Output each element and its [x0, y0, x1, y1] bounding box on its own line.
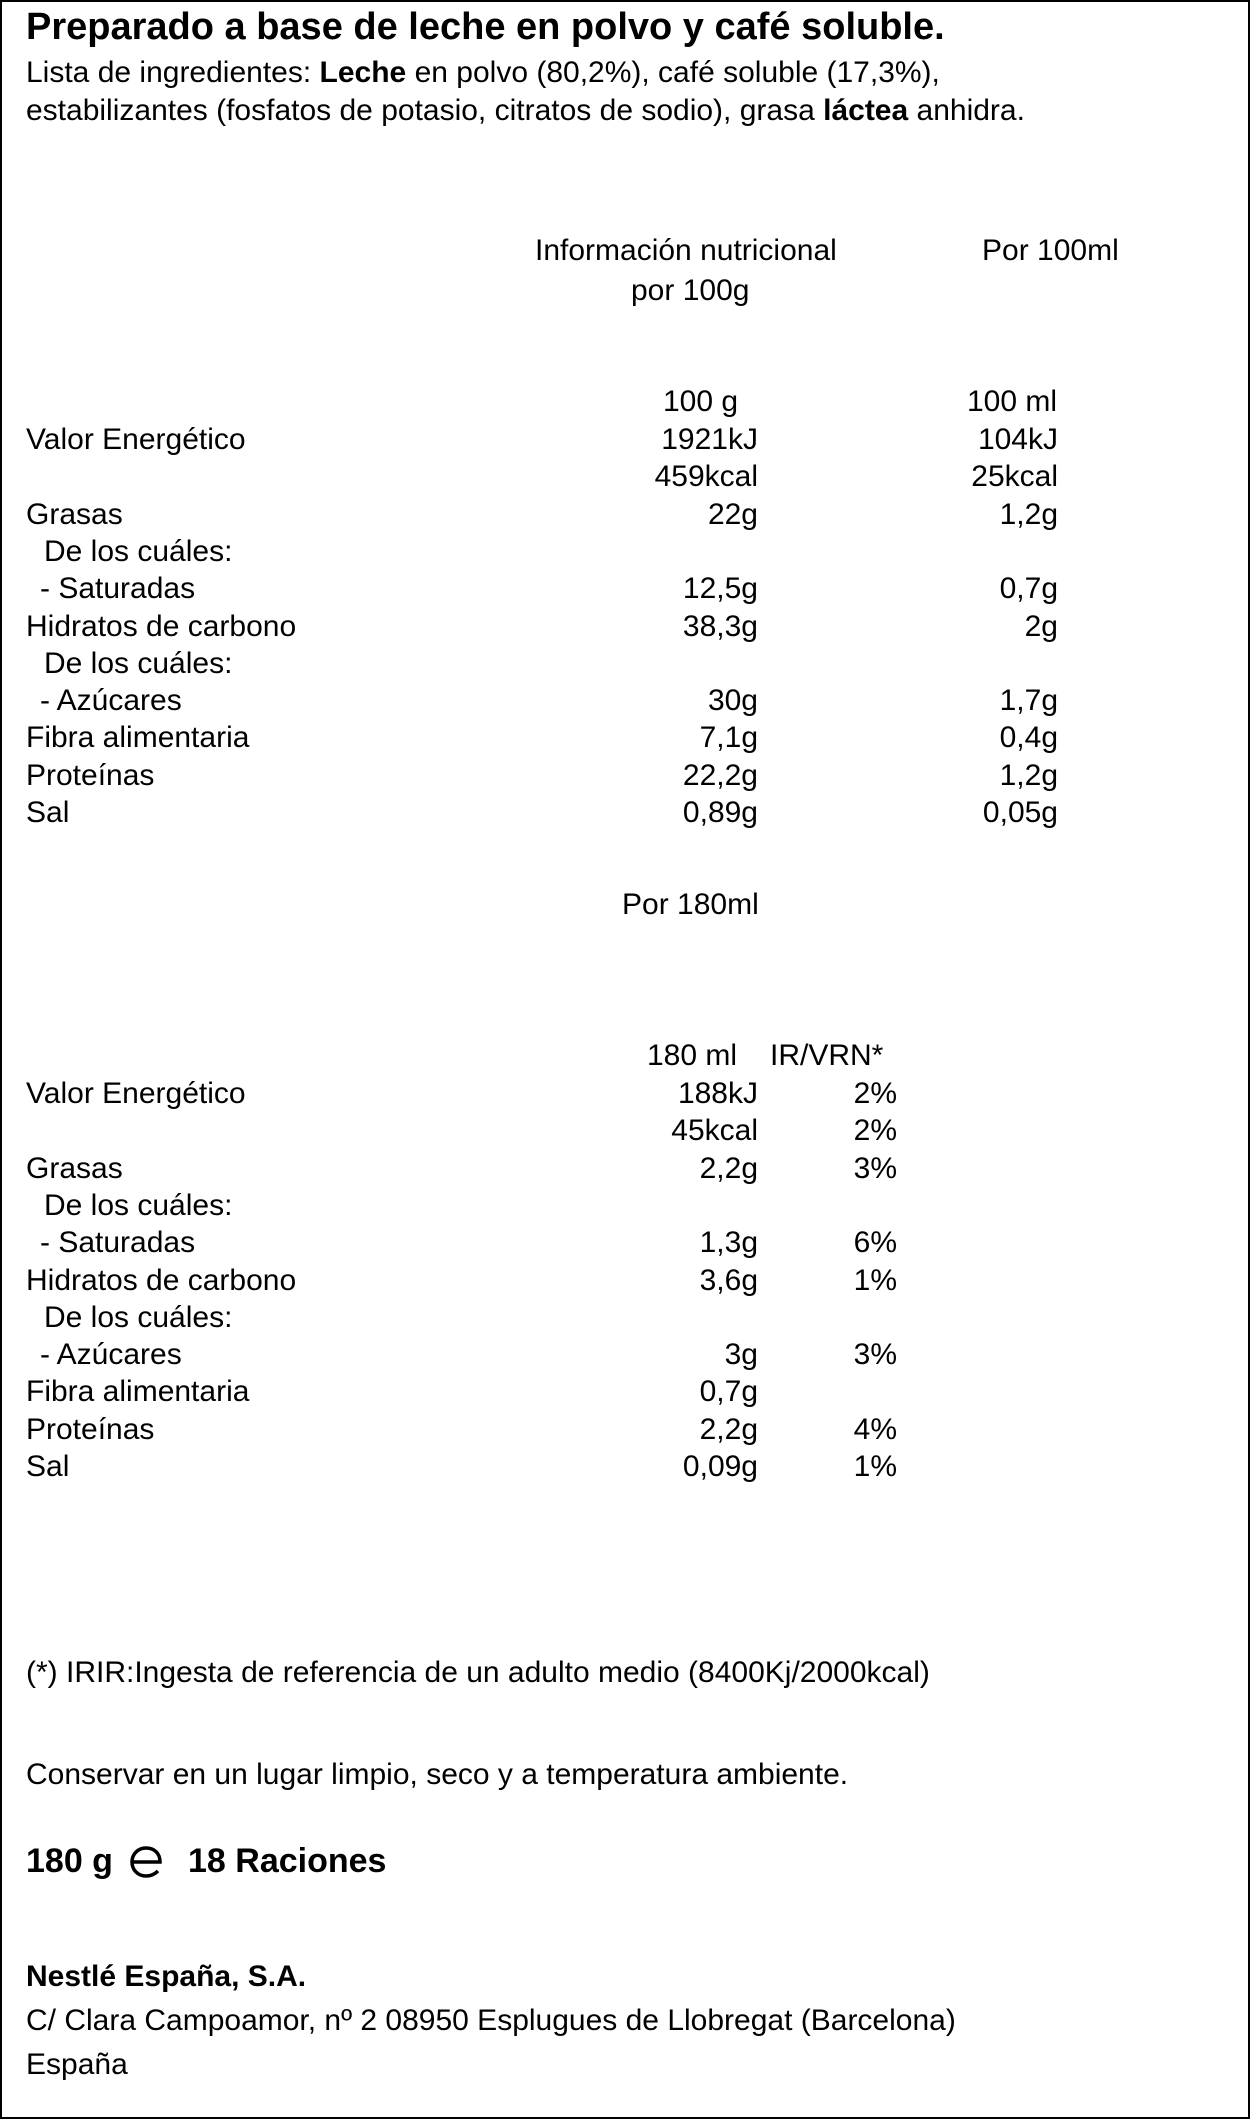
t2-unit-col2: IR/VRN* — [770, 1039, 884, 1072]
footnote: (*) IRIR:Ingesta de referencia de un adulto medio (8400Kj/2000kcal) — [26, 1656, 930, 1689]
nutrient-label: Proteínas — [26, 758, 155, 792]
nutrient-value-col1: 30g — [707, 684, 758, 718]
t1-head-col2: Por 100ml — [982, 234, 1119, 267]
nutrient-value-col2: 1% — [853, 1450, 897, 1483]
net-weight: 180 g — [26, 1842, 113, 1880]
nutrient-label: Hidratos de carbono — [26, 1263, 297, 1297]
storage-instructions: Conservar en un lugar limpio, seco y a temperatura ambiente. — [26, 1758, 849, 1791]
nutrient-value-col1: 2,2g — [699, 1151, 758, 1185]
nutrient-value-col2: 3% — [853, 1338, 897, 1372]
company-country: España — [26, 2048, 128, 2081]
ingredients-mid: en polvo (80,2%), café soluble (17,3%), — [406, 56, 940, 89]
nutrient-value-col2: 3% — [853, 1151, 897, 1185]
ingredients-prefix: Lista de ingredientes: — [26, 56, 320, 89]
nutrient-label: - Azúcares — [40, 684, 182, 718]
ingredients-line2-a: estabilizantes (fosfatos de potasio, citratos de sodio), grasa — [26, 94, 824, 127]
nutrient-label: Hidratos de carbono — [26, 609, 297, 643]
nutrient-value-col1: 22g — [707, 497, 758, 531]
nutrient-value-col2: 1,7g — [999, 684, 1058, 718]
t1-head-col1-line1: Información nutricional — [535, 234, 837, 267]
nutrient-label: Valor Energético — [26, 423, 246, 456]
nutrient-label: - Saturadas — [40, 572, 196, 606]
nutrient-label: Proteínas — [26, 1412, 155, 1446]
nutrient-label: Grasas — [26, 497, 123, 531]
nutrient-value-col1: 3g — [724, 1338, 758, 1372]
nutrient-value-col1: 0,09g — [682, 1450, 758, 1483]
nutrient-value-col1: 7,1g — [699, 721, 758, 755]
nutrient-value-col1: 22,2g — [682, 758, 758, 792]
nutrient-value-col2: 4% — [853, 1412, 897, 1446]
nutrient-value-col2: 0,4g — [999, 721, 1058, 755]
nutrient-value-col1: 38,3g — [682, 609, 758, 643]
nutrient-value-col2: 2% — [853, 1077, 897, 1110]
nutrient-label: De los cuáles: — [44, 534, 233, 568]
nutrient-label: De los cuáles: — [44, 646, 233, 680]
t1-head-col1-line2: por 100g — [631, 274, 750, 307]
nutrient-value-col1: 1,3g — [699, 1226, 758, 1260]
nutrient-value-col1: 12,5g — [682, 572, 758, 606]
nutrient-value-col1: 188kJ — [677, 1077, 758, 1110]
ingredients-line-1 — [26, 58, 940, 88]
nutrient-label: De los cuáles: — [44, 1300, 233, 1334]
nutrient-value-col2: 2% — [853, 1114, 897, 1148]
t1-unit-col1: 100 g — [663, 385, 739, 418]
nutrient-value-col2: 6% — [853, 1226, 897, 1260]
t2-unit-col1: 180 ml — [647, 1039, 738, 1072]
nutrient-value-col1: 3,6g — [699, 1263, 758, 1297]
estimated-e-mark-icon — [128, 1840, 164, 1880]
product-title: Preparado a base de leche en polvo y café soluble. — [26, 6, 945, 48]
nutrient-label: - Azúcares — [40, 1338, 182, 1372]
nutrient-value-col2: 1,2g — [999, 497, 1058, 531]
allergen-milk: Leche — [319, 56, 407, 89]
nutrient-value-col1: 0,89g — [682, 796, 758, 829]
nutrient-label: Fibra alimentaria — [26, 1375, 250, 1409]
nutrient-label: De los cuáles: — [44, 1188, 233, 1222]
ingredients-line2-b: anhidra. — [908, 94, 1025, 127]
company-address: C/ Clara Campoamor, nº 2 08950 Esplugues de Llobregat (Barcelona) — [26, 2004, 956, 2037]
t1-unit-col2: 100 ml — [967, 385, 1058, 418]
nutrient-value-col2: 25kcal — [971, 460, 1058, 494]
nutrient-value-col2: 1,2g — [999, 758, 1058, 792]
nutrient-value-col1: 1921kJ — [661, 423, 758, 456]
nutrient-value-col1: 45kcal — [671, 1114, 758, 1148]
t2-head: Por 180ml — [622, 888, 759, 921]
company-name: Nestlé España, S.A. — [26, 1960, 307, 1993]
nutrient-label: Sal — [26, 796, 70, 829]
nutrient-label: Fibra alimentaria — [26, 721, 250, 755]
nutrient-label: Valor Energético — [26, 1077, 246, 1110]
nutrient-value-col1: 2,2g — [699, 1412, 758, 1446]
nutrient-value-col2: 0,05g — [982, 796, 1058, 829]
nutrient-value-col2: 1% — [853, 1263, 897, 1297]
nutrient-value-col2: 2g — [1024, 609, 1058, 643]
servings: 18 Raciones — [188, 1842, 387, 1880]
allergen-lactea: láctea — [823, 94, 909, 127]
nutrient-value-col2: 104kJ — [977, 423, 1058, 456]
nutrient-label: - Saturadas — [40, 1226, 196, 1260]
nutrient-value-col1: 0,7g — [699, 1375, 758, 1409]
nutrient-label: Sal — [26, 1450, 70, 1483]
ingredients-line-2 — [26, 96, 1025, 126]
nutrient-label: Grasas — [26, 1151, 123, 1185]
nutrient-value-col1: 459kcal — [654, 460, 758, 494]
nutrient-value-col2: 0,7g — [999, 572, 1058, 606]
